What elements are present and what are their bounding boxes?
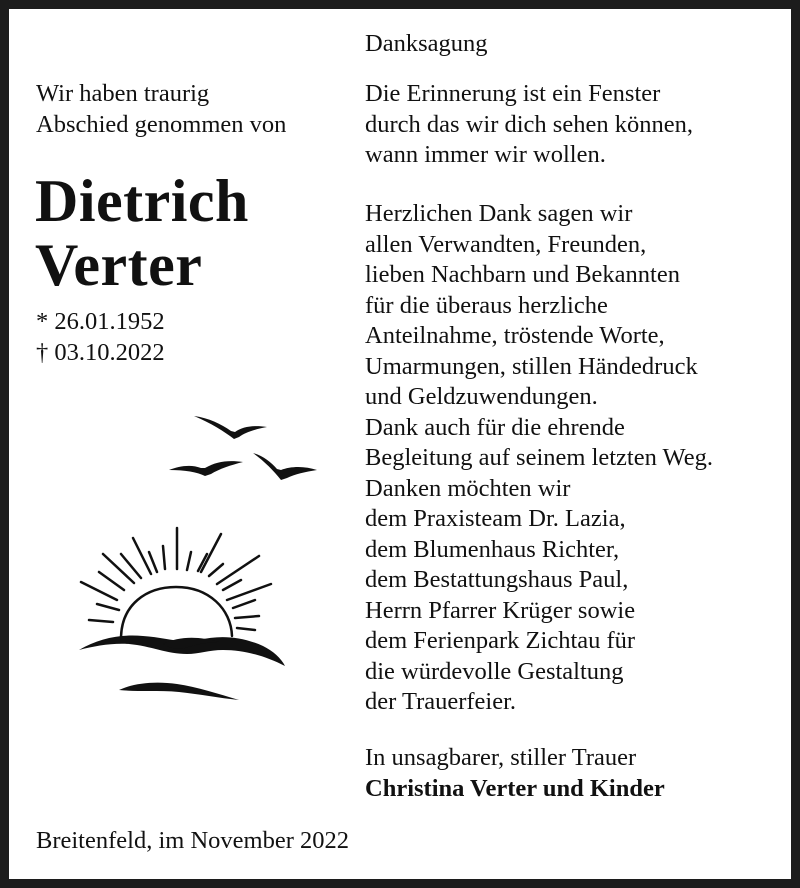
thanks-line: für die überaus herzliche (365, 291, 608, 319)
closing-text (365, 743, 665, 804)
quote-line: Die Erinnerung ist ein Fenster (365, 80, 661, 107)
thanks-line: dem Bestattungshaus Paul, (365, 566, 629, 593)
thanks-line: lieben Nachbarn und Bekannten (365, 261, 680, 288)
death-date: † 03.10.2022 (36, 338, 165, 366)
thanks-line: der Trauerfeier. (365, 688, 517, 715)
life-dates (36, 307, 165, 368)
thanks-text (365, 199, 713, 718)
thanks-line: dem Praxisteam Dr. Lazia, (365, 505, 626, 532)
bird-icon (194, 416, 267, 439)
first-name: Dietrich (35, 168, 249, 234)
thanks-line: Herrn Pfarrer Krüger sowie (365, 596, 636, 624)
closing-line: In unsagbarer, stiller Trauer (365, 744, 637, 771)
deceased-name (35, 169, 249, 297)
thanks-line: Dank auch für die ehrende (365, 413, 625, 441)
ground-icon (119, 683, 239, 700)
thanks-line: Anteilnahme, tröstende Worte, (365, 322, 665, 349)
quote-text (365, 79, 693, 171)
place-date: Breitenfeld, im November 2022 (36, 827, 349, 854)
thanks-line: Danken möchten wir (365, 474, 571, 502)
bird-icon (169, 461, 243, 476)
intro-line: Wir haben traurig (36, 80, 210, 107)
thanks-line: allen Verwandten, Freunden, (365, 230, 647, 258)
sunset-birds-icon (59, 404, 329, 704)
page-title: Danksagung (365, 30, 488, 57)
thanks-line: Herzlichen Dank sagen wir (365, 200, 633, 227)
intro-text (36, 79, 286, 140)
quote-line: wann immer wir wollen. (365, 141, 606, 168)
thanks-line: Begleitung auf seinem letzten Weg. (365, 444, 713, 471)
intro-line: Abschied genommen von (36, 110, 287, 138)
bird-icon (253, 453, 317, 480)
birth-date: * 26.01.1952 (36, 308, 165, 335)
sun-icon (121, 587, 232, 639)
sun-rays-icon (81, 528, 271, 630)
thanks-line: dem Ferienpark Zichtau für (365, 627, 636, 654)
obituary-card (9, 9, 791, 879)
thanks-line: die würdevolle Gestaltung (365, 657, 624, 685)
last-name: Verter (35, 232, 203, 298)
quote-line: durch das wir dich sehen können, (365, 110, 693, 138)
thanks-line: Umarmungen, stillen Händedruck (365, 352, 698, 380)
thanks-line: und Geldzuwendungen. (365, 383, 598, 410)
thanks-line: dem Blumenhaus Richter, (365, 535, 620, 563)
signature: Christina Verter und Kinder (365, 774, 665, 802)
